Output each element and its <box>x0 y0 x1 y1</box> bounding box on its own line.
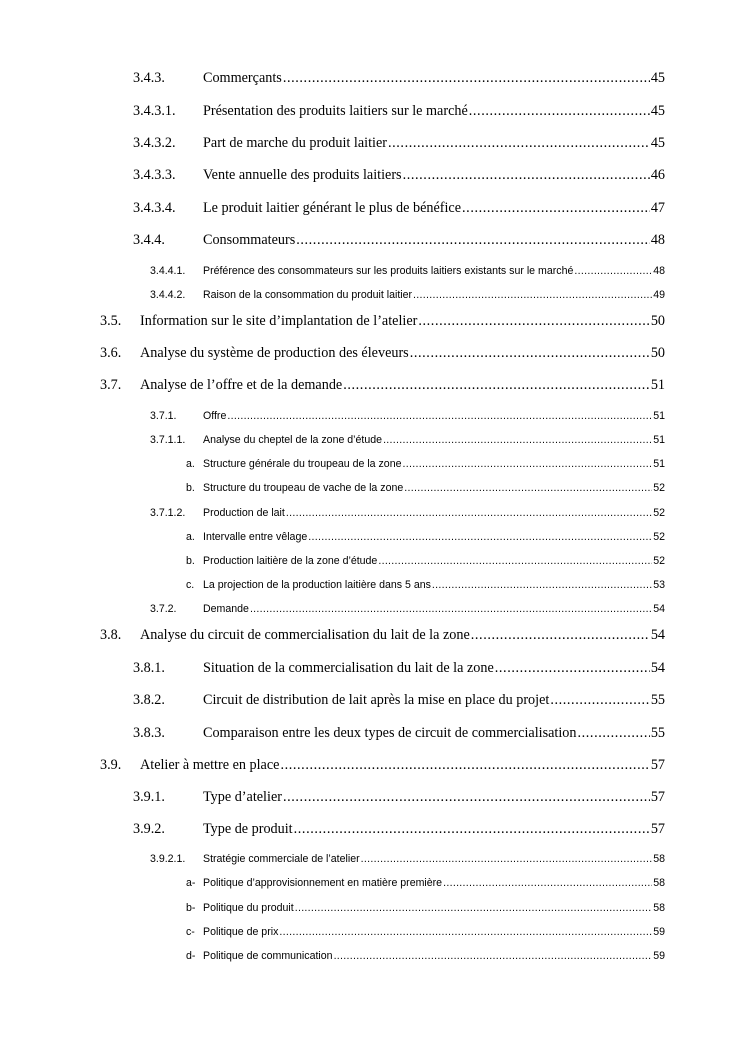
toc-entry-title: Circuit de distribution de lait après la mise en place du projet <box>203 692 550 708</box>
toc-entry-page: 45 <box>650 135 665 151</box>
toc-entry-number: 3.5. <box>100 313 122 329</box>
toc-entry-number: 3.9.2.1. <box>150 853 186 865</box>
toc-entry-page: 49 <box>653 289 665 301</box>
dot-leader <box>378 555 652 567</box>
toc-entry-page: 59 <box>653 926 665 938</box>
dot-leader <box>403 167 650 184</box>
toc-entry-title: Préférence des consommateurs sur les produits laitiers existants sur le marché <box>203 265 574 277</box>
toc-entry-title: Analyse du système de production des éleveurs <box>140 345 409 361</box>
toc-entry-page: 45 <box>650 70 665 86</box>
toc-entry-title: Structure du troupeau de vache de la zone <box>203 482 404 494</box>
toc-entry-page: 52 <box>653 482 665 494</box>
toc-entry-page: 53 <box>653 579 665 591</box>
toc-entry-page: 50 <box>650 345 665 361</box>
toc-entry-title: Analyse de l’offre et de la demande <box>140 377 343 393</box>
dot-leader <box>469 103 650 120</box>
toc-entry-page: 52 <box>653 507 665 519</box>
toc-entry-page: 48 <box>650 232 665 248</box>
toc-entry-title: Type de produit <box>203 821 293 837</box>
dot-leader <box>495 660 650 677</box>
toc-entry-page: 55 <box>650 692 665 708</box>
dot-leader <box>283 70 650 87</box>
toc-entry-number: 3.7. <box>100 377 122 393</box>
dot-leader <box>334 950 653 962</box>
dot-leader <box>418 313 649 330</box>
toc-entry-number: 3.6. <box>100 345 122 361</box>
toc-entry-title: Politique du produit <box>203 902 294 914</box>
toc-entry-page: 57 <box>650 821 665 837</box>
toc-entry-number: 3.4.3.3. <box>133 167 176 183</box>
toc-entry-title: Politique d’approvisionnement en matière première <box>203 877 443 889</box>
toc-entry-number: 3.9.1. <box>133 789 165 805</box>
toc-entry-title: Information sur le site d’implantation de l’atelier <box>140 313 418 329</box>
toc-entry-page: 47 <box>650 200 665 216</box>
toc-entry-number: 3.4.4.2. <box>150 289 186 301</box>
toc-entry-number: a. <box>186 458 195 470</box>
toc-entry-page: 58 <box>653 877 665 889</box>
toc-entry-title: Production laitière de la zone d’étude <box>203 555 378 567</box>
toc-entry-number: 3.7.1. <box>150 410 177 422</box>
dot-leader <box>283 789 650 806</box>
toc-entry-title: Analyse du circuit de commercialisation du lait de la zone <box>140 627 470 643</box>
toc-entry-page: 54 <box>650 627 665 643</box>
toc-entry-page: 57 <box>650 757 665 773</box>
toc-entry-number: 3.9.2. <box>133 821 165 837</box>
dot-leader <box>471 627 650 644</box>
toc-entry-title: Stratégie commerciale de l’atelier <box>203 853 360 865</box>
toc-entry-title: Structure générale du troupeau de la zone <box>203 458 402 470</box>
dot-leader <box>308 531 652 543</box>
toc-entry-number: 3.8.2. <box>133 692 165 708</box>
toc-entry-page: 46 <box>650 167 665 183</box>
dot-leader <box>383 434 652 446</box>
toc-entry-page: 48 <box>653 265 665 277</box>
toc-entry-page: 59 <box>653 950 665 962</box>
toc-entry-title: Situation de la commercialisation du lait de la zone <box>203 660 494 676</box>
toc-entry-number: 3.9. <box>100 757 122 773</box>
toc-entry-number: 3.4.4.1. <box>150 265 186 277</box>
toc-entry-title: Vente annuelle des produits laitiers <box>203 167 402 183</box>
toc-entry-page: 52 <box>653 531 665 543</box>
toc-entry-title: Politique de prix <box>203 926 279 938</box>
dot-leader <box>295 902 653 914</box>
dot-leader <box>577 725 649 742</box>
toc-entry-title: Type d’atelier <box>203 789 282 805</box>
toc-entry-page: 55 <box>650 725 665 741</box>
toc-entry-number: 3.7.1.1. <box>150 434 186 446</box>
dot-leader <box>286 507 652 519</box>
toc-entry-number: 3.8.3. <box>133 725 165 741</box>
toc-entry-title: Présentation des produits laitiers sur le marché <box>203 103 468 119</box>
toc-entry-number: b. <box>186 555 195 567</box>
dot-leader <box>402 458 652 470</box>
dot-leader <box>250 603 652 615</box>
dot-leader <box>410 345 650 362</box>
toc-entry-title: Atelier à mettre en place <box>140 757 280 773</box>
toc-entry-number: c- <box>186 926 195 938</box>
toc-entry-title: Comparaison entre les deux types de circuit de commercialisation <box>203 725 577 741</box>
dot-leader <box>550 692 650 709</box>
dot-leader <box>227 410 652 422</box>
toc-entry-number: 3.4.3.4. <box>133 200 176 216</box>
toc-entry-page: 52 <box>653 555 665 567</box>
toc-entry-number: b- <box>186 902 196 914</box>
toc-entry-title: Consommateurs <box>203 232 296 248</box>
toc-entry-page: 51 <box>653 458 665 470</box>
dot-leader <box>443 877 652 889</box>
dot-leader <box>432 579 652 591</box>
toc-entry-number: 3.8.1. <box>133 660 165 676</box>
toc-entry-title: Offre <box>203 410 227 422</box>
toc-entry-page: 51 <box>653 410 665 422</box>
toc-entry-number: a- <box>186 877 196 889</box>
toc-entry-number: 3.4.3.2. <box>133 135 176 151</box>
toc-entry-title: La projection de la production laitière dans 5 ans <box>203 579 431 591</box>
toc-entry-title: Politique de communication <box>203 950 333 962</box>
dot-leader <box>361 853 653 865</box>
dot-leader <box>388 135 650 152</box>
dot-leader <box>462 200 650 217</box>
toc-entry-page: 51 <box>653 434 665 446</box>
toc-entry-number: 3.4.3.1. <box>133 103 176 119</box>
dot-leader <box>296 232 650 249</box>
toc-entry-page: 50 <box>650 313 665 329</box>
toc-entry-number: 3.4.4. <box>133 232 165 248</box>
toc-entry-number: d- <box>186 950 196 962</box>
toc-entry-title: Analyse du cheptel de la zone d’étude <box>203 434 383 446</box>
dot-leader <box>294 821 650 838</box>
dot-leader <box>343 377 650 394</box>
toc-entry-number: 3.4.3. <box>133 70 165 86</box>
dot-leader <box>574 265 652 277</box>
toc-entry-number: c. <box>186 579 195 591</box>
toc-entry-title: Part de marche du produit laitier <box>203 135 387 151</box>
toc-entry-page: 54 <box>653 603 665 615</box>
dot-leader <box>404 482 652 494</box>
toc-entry-title: Intervalle entre vêlage <box>203 531 308 543</box>
toc-entry-title: Production de lait <box>203 507 285 519</box>
toc-entry-title: Le produit laitier générant le plus de bénéfice <box>203 200 462 216</box>
dot-leader <box>279 926 652 938</box>
dot-leader <box>413 289 652 301</box>
toc-entry-number: b. <box>186 482 195 494</box>
toc-entry-number: 3.8. <box>100 627 122 643</box>
toc-entry-page: 45 <box>650 103 665 119</box>
toc-entry-page: 51 <box>650 377 665 393</box>
toc-entry-title: Raison de la consommation du produit laitier <box>203 289 413 301</box>
toc-entry-number: 3.7.1.2. <box>150 507 186 519</box>
toc-entry-page: 54 <box>650 660 665 676</box>
toc-entry-page: 58 <box>653 853 665 865</box>
toc-entry-number: 3.7.2. <box>150 603 177 615</box>
toc-entry-page: 57 <box>650 789 665 805</box>
toc-entry-page: 58 <box>653 902 665 914</box>
dot-leader <box>280 757 649 774</box>
toc-entry-title: Commerçants <box>203 70 282 86</box>
toc-entry-number: a. <box>186 531 195 543</box>
toc-entry-title: Demande <box>203 603 249 615</box>
